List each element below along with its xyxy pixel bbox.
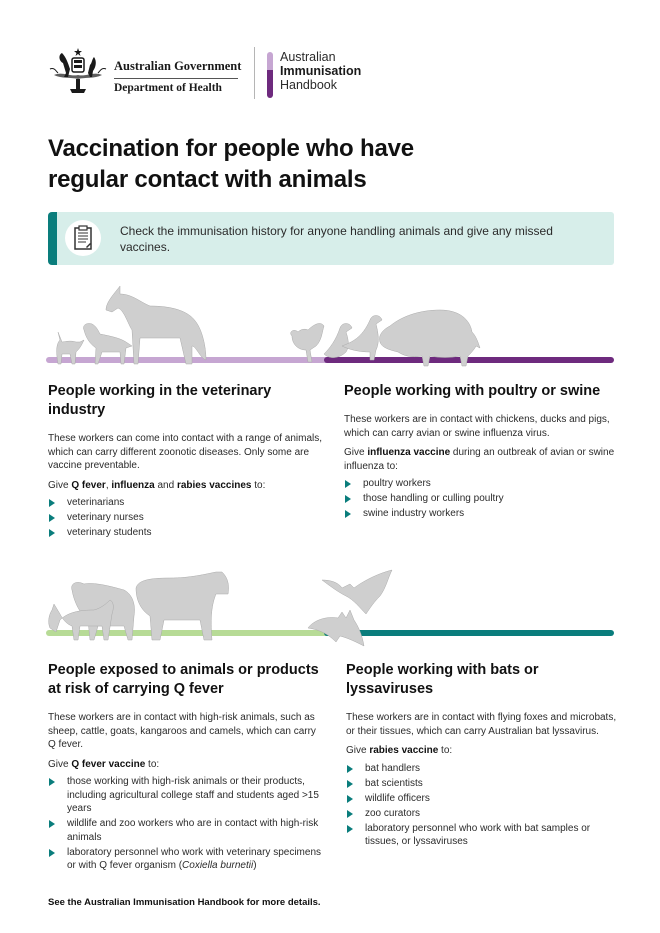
bats-divider-bar	[324, 630, 614, 636]
list-item-text: swine industry workers	[363, 508, 465, 519]
list-item-text: bat handlers	[365, 762, 421, 774]
section-title: People exposed to animals or products at risk of carrying Q fever	[48, 662, 319, 697]
list-item	[346, 777, 621, 791]
illustration-row-1	[40, 280, 620, 370]
poultry-divider-bar	[324, 357, 614, 363]
bullet-triangle-icon	[345, 495, 351, 503]
recipient-list	[48, 775, 323, 873]
bullet-triangle-icon	[347, 810, 353, 818]
list-item-text: wildlife officers	[365, 792, 430, 804]
section-body: These workers can come into contact with a range of animals, which can carry different zoonotic diseases. Only some are vaccine preventable.	[48, 433, 323, 471]
section-body: These workers are in contact with chickens, ducks and pigs, which can carry avian or swine influenza virus.	[344, 414, 610, 439]
list-item	[48, 526, 323, 540]
handbook-line-1: Australian	[280, 50, 336, 64]
header-divider	[254, 47, 255, 99]
give-text: Give	[48, 758, 72, 770]
section-body: These workers are in contact with high-risk animals, such as sheep, cattle, goats, kangaroos and camels, which can carry Q fever.	[48, 712, 316, 750]
duck-icon	[324, 324, 352, 358]
bullet-triangle-icon	[345, 480, 351, 488]
department-name: Department of Health	[114, 82, 222, 94]
bullet-triangle-icon	[347, 825, 353, 833]
duck-icon-2	[342, 316, 382, 361]
list-item-text: zoo curators	[365, 807, 421, 819]
bullet-triangle-icon	[347, 765, 353, 773]
list-item-text: those handling or culling poultry	[363, 493, 504, 504]
give-text: Give	[344, 447, 368, 458]
callout-accent-bar	[48, 212, 57, 265]
list-item-text: veterinary students	[67, 527, 152, 538]
list-item	[344, 507, 619, 521]
list-item	[48, 817, 323, 844]
chicken-icon	[291, 323, 324, 362]
vaccine-name: Q fever	[71, 479, 106, 491]
qfever-divider-bar	[46, 630, 331, 636]
list-item	[346, 792, 621, 806]
list-item	[346, 822, 621, 849]
list-item-text: veterinary nurses	[67, 512, 144, 523]
give-text: to:	[251, 479, 266, 491]
list-item	[346, 807, 621, 821]
coat-of-arms-icon	[48, 47, 108, 95]
handbook-line-2: Immunisation	[280, 64, 362, 78]
list-item-text: bat scientists	[365, 777, 423, 789]
section-give-statement	[48, 758, 323, 772]
list-item	[346, 762, 621, 776]
bullet-triangle-icon	[49, 499, 55, 507]
section-body: These workers are in contact with flying foxes and microbats, or their tissues, which can carry Australian bat lyssavirus.	[346, 712, 617, 737]
government-name: Australian Government	[114, 59, 238, 79]
list-item	[48, 846, 323, 873]
organism-name: Coxiella burnetii	[182, 860, 254, 871]
section-give-statement	[344, 446, 619, 473]
bullet-triangle-icon	[345, 510, 351, 518]
give-text: during an outbreak of avian or swine influenza to:	[344, 447, 615, 472]
section-title: People working with poultry or swine	[344, 383, 601, 399]
section-give-statement	[346, 744, 621, 758]
bullet-triangle-icon	[49, 529, 55, 537]
handbook-logo-bar-icon	[267, 52, 273, 98]
cow-icon	[136, 572, 229, 640]
give-text: Give	[346, 745, 370, 756]
bat-icon	[322, 570, 392, 614]
list-item	[48, 496, 323, 510]
list-item-text: laboratory personnel who work with bat samples or tissues, or lyssaviruses	[365, 822, 591, 847]
list-item	[344, 492, 619, 506]
list-item-text: )	[253, 860, 257, 871]
callout-text: Check the immunisation history for anyone handling animals and give any missed vaccines.	[120, 224, 553, 254]
section-title: People working with bats or lyssaviruses	[346, 662, 539, 697]
bullet-triangle-icon	[49, 514, 55, 522]
vaccine-name: Q fever vaccine	[71, 758, 146, 770]
list-item	[48, 511, 323, 525]
bullet-triangle-icon	[347, 795, 353, 803]
section-poultry-swine	[344, 382, 619, 522]
section-veterinary	[48, 382, 323, 541]
give-text: to:	[438, 745, 453, 756]
give-text: to:	[145, 758, 160, 770]
callout-box	[48, 212, 614, 265]
vaccine-name: influenza	[111, 479, 155, 491]
recipient-list	[48, 496, 323, 540]
section-q-fever	[48, 661, 323, 874]
page-title: Vaccination for people who have regular contact with animals	[48, 135, 414, 193]
section-bats-lyssaviruses	[346, 661, 621, 850]
handbook-line-3: Handbook	[280, 78, 337, 92]
illustration-row-2	[40, 560, 620, 650]
clipboard-icon	[65, 220, 101, 256]
bat-icon-2	[308, 610, 364, 646]
bullet-triangle-icon	[49, 820, 55, 828]
recipient-list	[344, 477, 619, 521]
recipient-list	[346, 762, 621, 849]
section-title: People working in the veterinary industry	[48, 383, 272, 418]
handbook-logo-text	[280, 50, 361, 92]
list-item	[48, 775, 323, 816]
vaccine-name: rabies vaccines	[176, 479, 252, 491]
list-item-text: wildlife and zoo workers who are in contact with high-risk animals	[67, 818, 319, 843]
footer-note: See the Australian Immunisation Handbook for more details.	[48, 897, 321, 908]
bullet-triangle-icon	[49, 778, 55, 786]
bullet-triangle-icon	[347, 780, 353, 788]
list-item	[344, 477, 619, 491]
list-item-text: those working with high-risk animals or their products, including agricultural college staff and students aged >15 years	[67, 776, 319, 814]
list-item-text: veterinarians	[67, 497, 125, 508]
list-item-text: poultry workers	[363, 478, 431, 489]
give-text: ,	[105, 479, 112, 491]
section-give-statement	[48, 479, 323, 493]
page-header	[48, 45, 468, 105]
vaccine-name: influenza vaccine	[367, 447, 451, 458]
vaccine-name: rabies vaccine	[369, 745, 439, 756]
give-text: and	[154, 479, 177, 491]
bullet-triangle-icon	[49, 849, 55, 857]
give-text: Give	[48, 479, 72, 491]
list-item-text: laboratory personnel who work with veterinary specimens or with Q fever organism (	[67, 846, 322, 871]
